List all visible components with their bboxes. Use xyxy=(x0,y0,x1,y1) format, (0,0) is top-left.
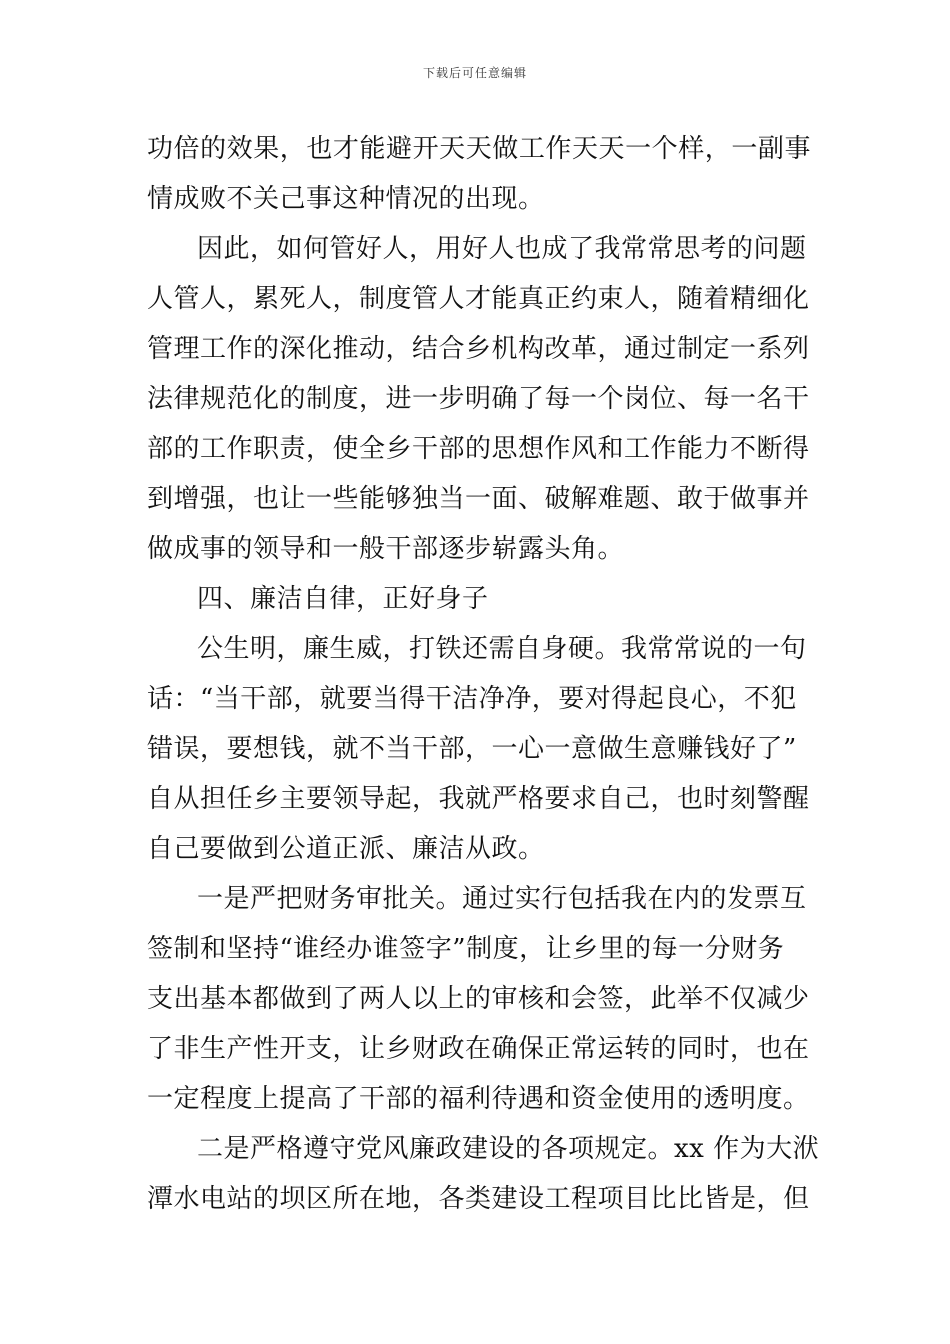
text-line: 话：“当干部，就要当得干洁净净，要对得起良心，不犯 xyxy=(147,684,797,714)
text-line: 部的工作职责，使全乡干部的思想作风和工作能力不断得 xyxy=(147,434,810,464)
text-line: 功倍的效果，也才能避开天天做工作天天一个样，一副事 xyxy=(147,134,811,164)
text-line: 管理工作的深化推动，结合乡机构改革，通过制定一系列 xyxy=(147,334,810,364)
section-heading: 四、廉洁自律，正好身子 xyxy=(197,584,489,614)
text-line: 情成败不关己事这种情况的出现。 xyxy=(147,184,545,214)
paragraph-start-line: 公生明，廉生威，打铁还需自身硬。我常常说的一句 xyxy=(197,634,807,664)
document-body xyxy=(147,124,820,1224)
page-header-note: 下载后可任意编辑 xyxy=(422,66,527,80)
paragraph-start-line: 因此，如何管好人，用好人也成了我常常思考的问题 xyxy=(197,234,807,264)
paragraph-start-line: 二是严格遵守党风廉政建设的各项规定。xx 作为大洑 xyxy=(197,1134,820,1164)
text-line: 法律规范化的制度，进一步明确了每一个岗位、每一名干 xyxy=(147,384,810,414)
text-line: 做成事的领导和一般干部逐步崭露头角。 xyxy=(147,534,625,564)
text-line: 自己要做到公道正派、廉洁从政。 xyxy=(147,834,545,864)
text-line: 到增强，也让一些能够独当一面、破解难题、敢于做事并 xyxy=(147,484,810,514)
text-line: 潭水电站的坝区所在地，各类建设工程项目比比皆是，但 xyxy=(147,1184,810,1214)
text-line: 了非生产性开支，让乡财政在确保正常运转的同时，也在 xyxy=(147,1034,810,1064)
paragraph-start-line: 一是严把财务审批关。通过实行包括我在内的发票互 xyxy=(197,884,807,914)
text-line: 一定程度上提高了干部的福利待遇和资金使用的透明度。 xyxy=(147,1084,810,1114)
text-line: 人管人，累死人，制度管人才能真正约束人，随着精细化 xyxy=(147,284,810,314)
text-line: 自从担任乡主要领导起，我就严格要求自己，也时刻警醒 xyxy=(147,784,810,814)
text-line: 支出基本都做到了两人以上的审核和会签，此举不仅减少 xyxy=(147,984,810,1014)
text-line: 签制和坚持“谁经办谁签字”制度，让乡里的每一分财务 xyxy=(147,934,785,964)
text-line: 错误，要想钱，就不当干部，一心一意做生意赚钱好了” xyxy=(147,734,797,764)
